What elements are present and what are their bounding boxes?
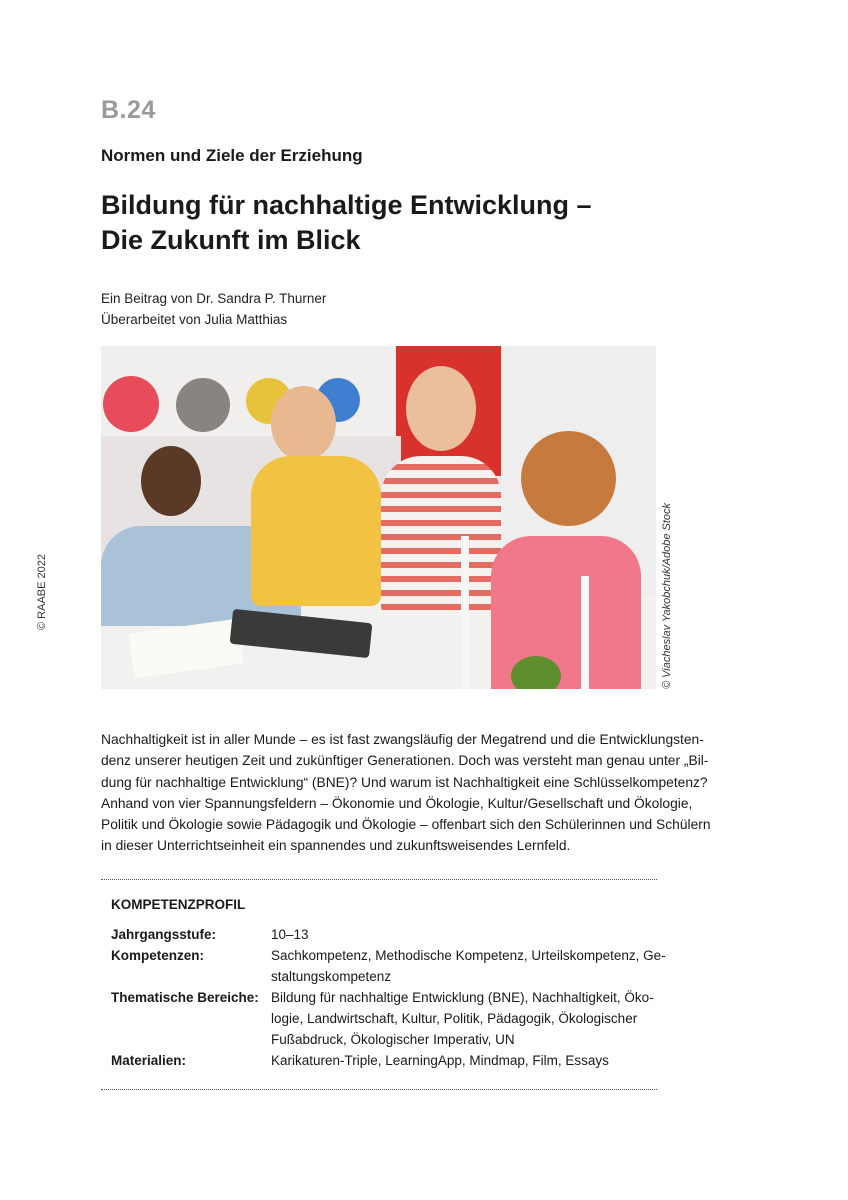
intro-line: Politik und Ökologie sowie Pädagogik und Ökologie – offenbart sich den Schülerinnen und Schülern (101, 817, 711, 833)
row-value: 10–13 (271, 927, 309, 942)
page-title (101, 188, 592, 258)
row-value: Karikaturen-Triple, LearningApp, Mindmap, Film, Essays (271, 1053, 609, 1068)
unit-code: B.24 (101, 96, 156, 124)
intro-line: denz unserer heutigen Zeit und zukünftiger Generationen. Doch was versteht man genau unter „Bil- (101, 753, 709, 769)
author-line: Ein Beitrag von Dr. Sandra P. Thurner (101, 291, 327, 306)
row-label: Jahrgangsstufe: (111, 927, 217, 942)
divider-top (101, 879, 657, 880)
row-label: Kompetenzen: (111, 948, 205, 963)
row-value: logie, Landwirtschaft, Kultur, Politik, Pädagogik, Ökologischer (271, 1011, 638, 1026)
row-label: Thematische Bereiche: (111, 990, 259, 1005)
profile-row-grade (111, 924, 651, 945)
photo-credit: © Viacheslav Yakobchuk/Adobe Stock (661, 502, 673, 689)
intro-line: in dieser Unterrichtseinheit ein spannendes und zukunftsweisendes Lernfeld. (101, 838, 571, 854)
title-line: Die Zukunft im Blick (101, 225, 361, 255)
row-value: Fußabdruck, Ökologischer Imperativ, UN (271, 1032, 515, 1047)
intro-line: dung für nachhaltige Entwicklung“ (BNE)? Und warum ist Nachhaltigkeit eine Schlüsselkompetenz? (101, 774, 708, 790)
intro-paragraph (101, 729, 711, 857)
row-label: Materialien: (111, 1053, 187, 1068)
row-value: staltungskompetenz (271, 969, 392, 984)
row-value: Sachkompetenz, Methodische Kompetenz, Urteilskompetenz, Ge- (271, 948, 666, 963)
section-subtitle: Normen und Ziele der Erziehung (101, 146, 363, 165)
title-line: Bildung für nachhaltige Entwicklung – (101, 190, 592, 220)
profile-row-materials (111, 1050, 651, 1071)
competence-profile (111, 897, 666, 1071)
row-value: Bildung für nachhaltige Entwicklung (BNE), Nachhaltigkeit, Öko- (271, 990, 654, 1005)
profile-row-topics (111, 987, 654, 1050)
side-copyright: © RAABE 2022 (36, 554, 48, 630)
authors (101, 288, 326, 330)
profile-heading: KOMPETENZPROFIL (111, 897, 246, 912)
editor-line: Überarbeitet von Julia Matthias (101, 312, 288, 327)
profile-row-competences (111, 945, 666, 987)
intro-line: Nachhaltigkeit ist in aller Munde – es ist fast zwangsläufig der Megatrend und die Entwicklungsten- (101, 732, 704, 747)
divider-bottom (101, 1089, 657, 1090)
intro-line: Anhand von vier Spannungsfeldern – Ökonomie und Ökologie, Kultur/Gesellschaft und Ökologie, (101, 795, 693, 811)
cover-photo (101, 346, 656, 689)
